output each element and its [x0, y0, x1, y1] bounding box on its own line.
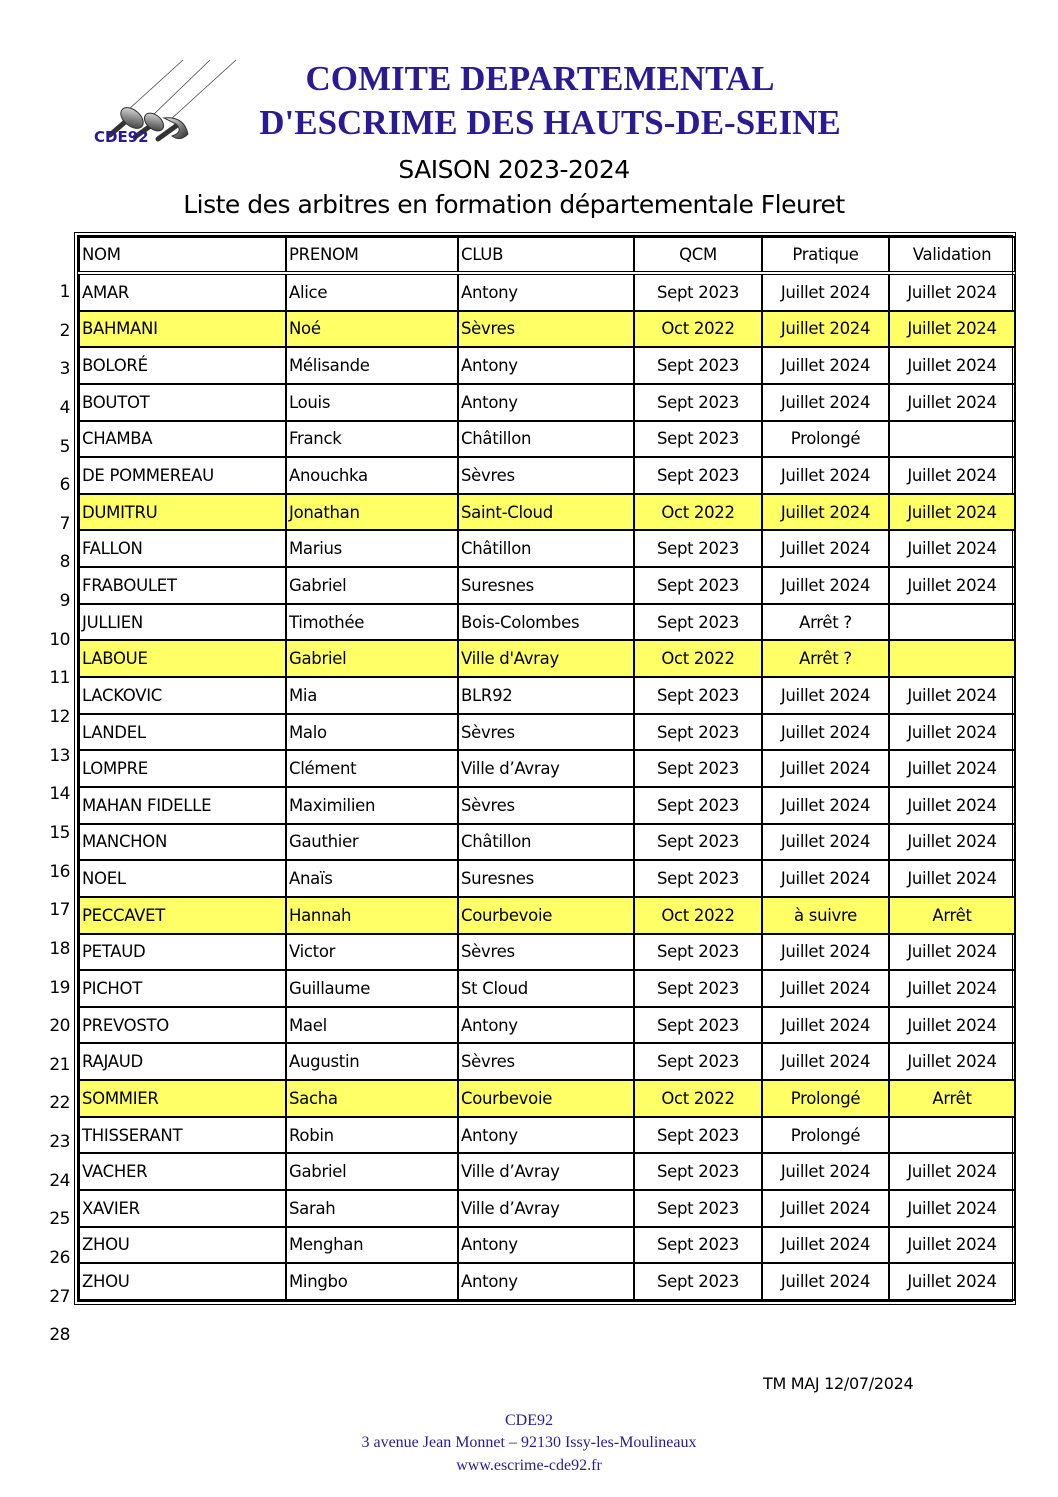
cell-validation: Juillet 2024: [889, 494, 1015, 531]
cell-nom: BOLORÉ: [79, 347, 286, 384]
cell-qcm: Sept 2023: [634, 714, 762, 751]
row-number: 11: [49, 668, 70, 689]
cell-pratique: Juillet 2024: [762, 457, 889, 494]
cell-club: Sèvres: [458, 1043, 634, 1080]
cell-club: Ville d'Avray: [458, 640, 634, 677]
cell-prenom: Noé: [286, 311, 458, 348]
cell-validation: Juillet 2024: [889, 750, 1015, 787]
cell-qcm: Sept 2023: [634, 457, 762, 494]
cell-validation: Juillet 2024: [889, 934, 1015, 971]
cell-validation: Juillet 2024: [889, 787, 1015, 824]
list-subtitle: Liste des arbitres en formation départementale Fleuret: [183, 190, 845, 219]
cell-prenom: Maximilien: [286, 787, 458, 824]
table-row: [79, 750, 1015, 787]
cell-validation: Juillet 2024: [889, 677, 1015, 714]
cell-pratique: Prolongé: [762, 421, 889, 458]
cell-qcm: Sept 2023: [634, 1043, 762, 1080]
cell-prenom: Gauthier: [286, 824, 458, 861]
cell-club: Sèvres: [458, 457, 634, 494]
cell-nom: PREVOSTO: [79, 1007, 286, 1044]
cell-pratique: Juillet 2024: [762, 1263, 889, 1300]
cell-pratique: Juillet 2024: [762, 1007, 889, 1044]
cell-validation: Juillet 2024: [889, 970, 1015, 1007]
cell-club: Ville d’Avray: [458, 1190, 634, 1227]
cell-qcm: Oct 2022: [634, 640, 762, 677]
table-row: [79, 677, 1015, 714]
table-row: [79, 1007, 1015, 1044]
cell-club: Sèvres: [458, 787, 634, 824]
cell-nom: MAHAN FIDELLE: [79, 787, 286, 824]
row-number: 9: [59, 591, 70, 612]
col-header-club: CLUB: [458, 237, 634, 273]
cell-prenom: Gabriel: [286, 1153, 458, 1190]
cell-prenom: Mael: [286, 1007, 458, 1044]
cell-club: Antony: [458, 384, 634, 421]
cell-qcm: Sept 2023: [634, 970, 762, 1007]
row-number: 12: [49, 707, 70, 728]
table-row: [79, 1227, 1015, 1264]
cell-pratique: Arrêt ?: [762, 604, 889, 641]
org-title-line2: D'ESCRIME DES HAUTS-DE-SEINE: [259, 103, 841, 142]
cell-qcm: Sept 2023: [634, 787, 762, 824]
cell-validation: Juillet 2024: [889, 347, 1015, 384]
cell-validation: Juillet 2024: [889, 567, 1015, 604]
cell-club: Sèvres: [458, 934, 634, 971]
table-row: [79, 384, 1015, 421]
row-number: 22: [49, 1093, 70, 1114]
cell-nom: PECCAVET: [79, 897, 286, 934]
cell-club: Antony: [458, 1227, 634, 1264]
cell-pratique: Juillet 2024: [762, 824, 889, 861]
table-row: [79, 494, 1015, 531]
row-numbers: [40, 272, 70, 1354]
row-number: 3: [59, 359, 70, 380]
cell-pratique: Juillet 2024: [762, 1190, 889, 1227]
cell-nom: PETAUD: [79, 934, 286, 971]
cell-pratique: Prolongé: [762, 1117, 889, 1154]
footer-address: 3 avenue Jean Monnet – 92130 Issy-les-Moulineaux: [361, 1434, 697, 1451]
cell-validation: [889, 1117, 1015, 1154]
cell-validation: Juillet 2024: [889, 530, 1015, 567]
cell-pratique: Juillet 2024: [762, 494, 889, 531]
row-number: 24: [49, 1170, 70, 1191]
cell-prenom: Sacha: [286, 1080, 458, 1117]
cell-validation: [889, 640, 1015, 677]
cell-club: Courbevoie: [458, 897, 634, 934]
season-title: SAISON 2023-2024: [398, 155, 630, 184]
cell-club: BLR92: [458, 677, 634, 714]
cell-nom: VACHER: [79, 1153, 286, 1190]
logo-text: CDE92: [94, 128, 149, 146]
cell-qcm: Oct 2022: [634, 897, 762, 934]
cell-pratique: Juillet 2024: [762, 347, 889, 384]
cell-club: St Cloud: [458, 970, 634, 1007]
cell-qcm: Oct 2022: [634, 311, 762, 348]
cell-club: Antony: [458, 1117, 634, 1154]
cell-prenom: Robin: [286, 1117, 458, 1154]
table-row: [79, 897, 1015, 934]
table-row: [79, 640, 1015, 677]
cell-prenom: Timothée: [286, 604, 458, 641]
table-row: [79, 860, 1015, 897]
cell-validation: Arrêt: [889, 897, 1015, 934]
table-row: [79, 421, 1015, 458]
cell-qcm: Sept 2023: [634, 604, 762, 641]
cell-prenom: Mia: [286, 677, 458, 714]
cell-nom: LOMPRE: [79, 750, 286, 787]
cell-prenom: Menghan: [286, 1227, 458, 1264]
row-number: 23: [49, 1132, 70, 1153]
row-number: 17: [49, 900, 70, 921]
table-row: [79, 457, 1015, 494]
cell-qcm: Sept 2023: [634, 347, 762, 384]
cell-validation: Juillet 2024: [889, 1007, 1015, 1044]
cell-qcm: Sept 2023: [634, 530, 762, 567]
cell-validation: Juillet 2024: [889, 1190, 1015, 1227]
cell-nom: DE POMMEREAU: [79, 457, 286, 494]
row-number: 6: [59, 475, 70, 496]
cell-prenom: Augustin: [286, 1043, 458, 1080]
cell-qcm: Sept 2023: [634, 1117, 762, 1154]
cell-prenom: Hannah: [286, 897, 458, 934]
cell-qcm: Sept 2023: [634, 1263, 762, 1300]
cell-nom: XAVIER: [79, 1190, 286, 1227]
cell-nom: FALLON: [79, 530, 286, 567]
cell-qcm: Sept 2023: [634, 1007, 762, 1044]
table-row: [79, 1190, 1015, 1227]
row-number: 21: [49, 1054, 70, 1075]
cell-pratique: Arrêt ?: [762, 640, 889, 677]
row-number: 1: [59, 282, 70, 302]
cell-pratique: Juillet 2024: [762, 1227, 889, 1264]
row-number: 16: [49, 861, 70, 882]
cell-nom: ZHOU: [79, 1263, 286, 1300]
table-row: [79, 1263, 1015, 1300]
row-number: 27: [49, 1286, 70, 1307]
cell-validation: Juillet 2024: [889, 311, 1015, 348]
cell-prenom: Anouchka: [286, 457, 458, 494]
row-number: 28: [49, 1325, 70, 1346]
cell-prenom: Alice: [286, 273, 458, 311]
cell-prenom: Gabriel: [286, 567, 458, 604]
cell-prenom: Mingbo: [286, 1263, 458, 1300]
col-header-prenom: PRENOM: [286, 237, 458, 273]
cell-qcm: Sept 2023: [634, 567, 762, 604]
cell-club: Antony: [458, 1263, 634, 1300]
cell-qcm: Sept 2023: [634, 273, 762, 311]
table-row: [79, 567, 1015, 604]
cell-nom: SOMMIER: [79, 1080, 286, 1117]
cell-validation: Juillet 2024: [889, 824, 1015, 861]
cell-qcm: Sept 2023: [634, 824, 762, 861]
table-row: [79, 311, 1015, 348]
cell-pratique: Juillet 2024: [762, 787, 889, 824]
cell-pratique: à suivre: [762, 897, 889, 934]
cell-validation: Juillet 2024: [889, 273, 1015, 311]
row-number: 25: [49, 1209, 70, 1230]
table-header-row: [79, 237, 1015, 273]
cell-club: Châtillon: [458, 421, 634, 458]
cell-prenom: Jonathan: [286, 494, 458, 531]
cell-prenom: Anaïs: [286, 860, 458, 897]
cell-prenom: Franck: [286, 421, 458, 458]
table-row: [79, 347, 1015, 384]
cell-prenom: Guillaume: [286, 970, 458, 1007]
table-row: [79, 530, 1015, 567]
table-row: [79, 1080, 1015, 1117]
cell-club: Bois-Colombes: [458, 604, 634, 641]
cell-qcm: Oct 2022: [634, 1080, 762, 1117]
footer-website: www.escrime-cde92.fr: [456, 1457, 602, 1474]
cell-nom: ZHOU: [79, 1227, 286, 1264]
cell-pratique: Juillet 2024: [762, 860, 889, 897]
cell-validation: Juillet 2024: [889, 1043, 1015, 1080]
cell-pratique: Prolongé: [762, 1080, 889, 1117]
cell-prenom: Victor: [286, 934, 458, 971]
cell-prenom: Sarah: [286, 1190, 458, 1227]
org-title-line1: COMITE DEPARTEMENTAL: [305, 59, 775, 98]
cell-club: Suresnes: [458, 567, 634, 604]
cell-pratique: Juillet 2024: [762, 677, 889, 714]
cell-prenom: Louis: [286, 384, 458, 421]
cell-club: Châtillon: [458, 824, 634, 861]
table-row: [79, 714, 1015, 751]
cell-club: Saint-Cloud: [458, 494, 634, 531]
cell-club: Antony: [458, 347, 634, 384]
cell-prenom: Marius: [286, 530, 458, 567]
cell-validation: Arrêt: [889, 1080, 1015, 1117]
cell-club: Ville d’Avray: [458, 1153, 634, 1190]
cell-pratique: Juillet 2024: [762, 1153, 889, 1190]
cell-pratique: Juillet 2024: [762, 384, 889, 421]
cell-nom: THISSERANT: [79, 1117, 286, 1154]
cell-validation: Juillet 2024: [889, 1227, 1015, 1264]
table-row: [79, 1043, 1015, 1080]
cell-nom: FRABOULET: [79, 567, 286, 604]
cell-qcm: Sept 2023: [634, 1190, 762, 1227]
cell-validation: Juillet 2024: [889, 860, 1015, 897]
row-number: 18: [49, 938, 70, 959]
cell-pratique: Juillet 2024: [762, 567, 889, 604]
cell-pratique: Juillet 2024: [762, 970, 889, 1007]
cell-qcm: Sept 2023: [634, 1227, 762, 1264]
cell-nom: LANDEL: [79, 714, 286, 751]
cell-qcm: Sept 2023: [634, 1153, 762, 1190]
cell-prenom: Clément: [286, 750, 458, 787]
cell-pratique: Juillet 2024: [762, 530, 889, 567]
col-header-qcm: QCM: [634, 237, 762, 273]
cell-nom: NOEL: [79, 860, 286, 897]
cell-pratique: Juillet 2024: [762, 1043, 889, 1080]
row-number: 15: [49, 822, 70, 843]
table-row: [79, 604, 1015, 641]
footer-org: CDE92: [505, 1412, 553, 1429]
cell-nom: AMAR: [79, 273, 286, 311]
cell-qcm: Sept 2023: [634, 750, 762, 787]
cell-validation: Juillet 2024: [889, 1153, 1015, 1190]
cell-club: Antony: [458, 1007, 634, 1044]
table-row: [79, 970, 1015, 1007]
cell-validation: Juillet 2024: [889, 457, 1015, 494]
cell-qcm: Sept 2023: [634, 677, 762, 714]
cell-pratique: Juillet 2024: [762, 934, 889, 971]
cell-validation: Juillet 2024: [889, 1263, 1015, 1300]
cell-qcm: Oct 2022: [634, 494, 762, 531]
table-row: [79, 824, 1015, 861]
table-row: [79, 1117, 1015, 1154]
cell-qcm: Sept 2023: [634, 934, 762, 971]
cell-club: Suresnes: [458, 860, 634, 897]
cell-nom: RAJAUD: [79, 1043, 286, 1080]
cell-pratique: Juillet 2024: [762, 714, 889, 751]
table-row: [79, 934, 1015, 971]
row-number: 20: [49, 1016, 70, 1037]
row-number: 14: [49, 784, 70, 805]
cell-nom: JULLIEN: [79, 604, 286, 641]
row-number: 8: [59, 552, 70, 573]
row-number: 13: [49, 745, 70, 766]
cell-qcm: Sept 2023: [634, 421, 762, 458]
cell-validation: Juillet 2024: [889, 384, 1015, 421]
cell-nom: LABOUE: [79, 640, 286, 677]
row-number: 2: [59, 320, 70, 341]
cell-nom: PICHOT: [79, 970, 286, 1007]
cell-prenom: Gabriel: [286, 640, 458, 677]
cell-pratique: Juillet 2024: [762, 273, 889, 311]
cell-club: Sèvres: [458, 311, 634, 348]
referees-table: [74, 232, 1016, 1305]
row-number: 10: [49, 629, 70, 650]
cell-club: Châtillon: [458, 530, 634, 567]
cell-nom: LACKOVIC: [79, 677, 286, 714]
table-row: [79, 1153, 1015, 1190]
cell-prenom: Mélisande: [286, 347, 458, 384]
cell-pratique: Juillet 2024: [762, 311, 889, 348]
cell-validation: [889, 421, 1015, 458]
cell-club: Ville d’Avray: [458, 750, 634, 787]
cell-prenom: Malo: [286, 714, 458, 751]
cell-nom: CHAMBA: [79, 421, 286, 458]
col-header-nom: NOM: [79, 237, 286, 273]
cell-nom: BAHMANI: [79, 311, 286, 348]
table-row: [79, 787, 1015, 824]
cell-pratique: Juillet 2024: [762, 750, 889, 787]
cell-club: Sèvres: [458, 714, 634, 751]
cell-club: Courbevoie: [458, 1080, 634, 1117]
row-number: 4: [59, 397, 70, 418]
cell-club: Antony: [458, 273, 634, 311]
col-header-validation: Validation: [889, 237, 1015, 273]
row-number: 19: [49, 977, 70, 998]
row-number: 26: [49, 1248, 70, 1269]
cell-qcm: Sept 2023: [634, 860, 762, 897]
table-row: [79, 273, 1015, 311]
cell-validation: Juillet 2024: [889, 714, 1015, 751]
cell-qcm: Sept 2023: [634, 384, 762, 421]
cell-validation: [889, 604, 1015, 641]
col-header-pratique: Pratique: [762, 237, 889, 273]
cell-nom: BOUTOT: [79, 384, 286, 421]
update-note: TM MAJ 12/07/2024: [763, 1374, 914, 1393]
row-number: 7: [59, 513, 70, 534]
cell-nom: MANCHON: [79, 824, 286, 861]
row-number: 5: [59, 436, 70, 457]
cell-nom: DUMITRU: [79, 494, 286, 531]
